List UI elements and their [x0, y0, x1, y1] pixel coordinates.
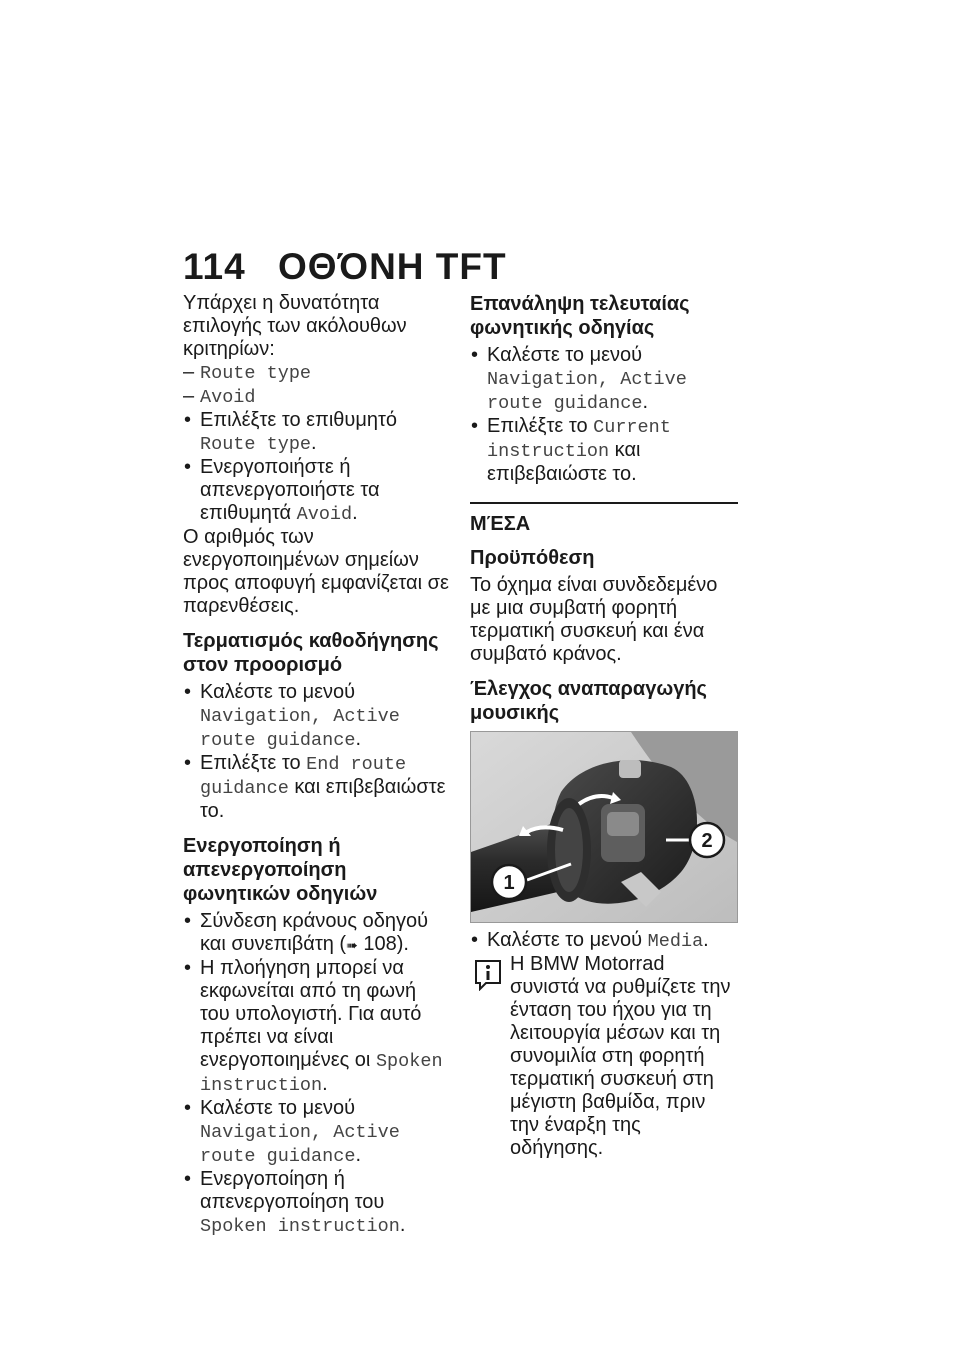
- step-select-route-type: • Επιλέξτε το επιθυμητό Route type.: [183, 409, 451, 456]
- page-header: [183, 246, 507, 288]
- heading-music-control: Έλεγχος αναπαραγωγής μουσικής: [470, 678, 707, 724]
- page-number: 114: [183, 246, 246, 287]
- heading-repeat-instruction: Επανάληψη τελευταίας φωνητικής οδηγίας: [470, 293, 690, 339]
- step-connect-helmets: • Σύνδεση κράνους οδηγού και συνεπιβάτη (➠ 108).: [183, 910, 451, 957]
- step-open-navigation-menu-3: • Καλέστε το μενού Navigation, Active route guidance.: [470, 344, 738, 415]
- info-note: [470, 953, 738, 1160]
- intro-text: Υπάρχει η δυνατότητα επιλογής των ακόλουθων κριτηρίων:: [183, 292, 407, 360]
- heading-voice-guidance: Ενεργοποίηση ή απενεργοποίηση φωνητικών οδηγιών: [183, 835, 378, 905]
- info-note-text: Η BMW Motorrad συνιστά να ρυθμίζετε την ένταση του ήχου για τη λειτουργία μέσων και τη συνομιλία στη φορητή τερματική συσκευή στη μέγιστη βαθμίδα, πριν την έναρξη της οδήγησης.: [510, 953, 731, 1159]
- step-toggle-spoken-instruction: • Ενεργοποίηση ή απενεργοποίηση του Spoken instruction.: [183, 1168, 451, 1238]
- section-title-media: ΜΈΣΑ: [470, 513, 531, 535]
- heading-end-guidance: Τερματισμός καθοδήγησης στον προορισμό: [183, 630, 439, 676]
- criteria-item-route-type: – Route type: [183, 361, 451, 385]
- right-column: [470, 292, 738, 1160]
- section-divider: [470, 502, 738, 504]
- avoid-count-note: Ο αριθμός των ενεργοποιημένων σημείων προς αποφυγή εμφανίζεται σε παρενθέσεις.: [183, 526, 449, 617]
- step-open-media-menu: • Καλέστε το μενού Media.: [470, 929, 738, 953]
- callout-1: 1: [503, 872, 515, 894]
- step-select-current-instruction: • Επιλέξτε το Current instruction και επιβεβαιώστε το.: [470, 415, 738, 486]
- left-column: [183, 292, 451, 1238]
- handlebar-controls-photo: [470, 731, 738, 923]
- page-title: ΟΘΌΝΗ TFT: [278, 246, 507, 287]
- step-open-navigation-menu-2: • Καλέστε το μενού Navigation, Active route guidance.: [183, 1097, 451, 1168]
- page-reference-arrow-icon: ➠: [346, 937, 358, 953]
- step-toggle-avoid: • Ενεργοποιήστε ή απενεργοποιήστε τα επιθυμητά Avoid.: [183, 456, 451, 526]
- step-spoken-instruction-info: • Η πλοήγηση μπορεί να εκφωνείται από τη φωνή του υπολογιστή. Για αυτό πρέπει να είναι ενεργοποιημένες οι Spoken instruction.: [183, 957, 451, 1097]
- criteria-item-avoid: – Avoid: [183, 385, 451, 409]
- step-select-end-route: • Επιλέξτε το End route guidance και επιβεβαιώστε το.: [183, 752, 451, 823]
- handlebar-illustration: [471, 732, 737, 922]
- step-open-navigation-menu: • Καλέστε το μενού Navigation, Active route guidance.: [183, 681, 451, 752]
- callout-2: 2: [701, 830, 713, 852]
- prerequisite-text: Το όχημα είναι συνδεδεμένο με μια συμβατή φορητή τερματική συσκευή και ένα συμβατό κράνος.: [470, 574, 718, 665]
- info-icon: [472, 957, 504, 991]
- heading-prerequisite: Προϋπόθεση: [470, 547, 595, 569]
